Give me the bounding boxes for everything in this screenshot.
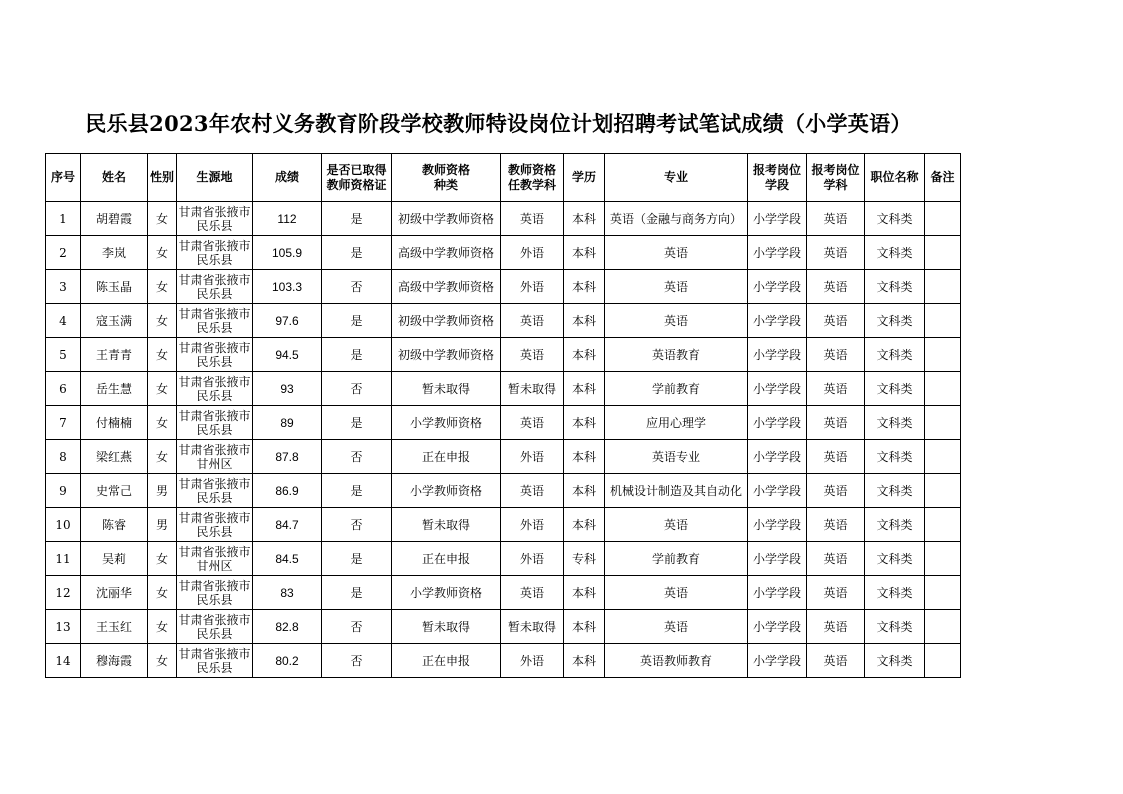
cell-cert-type: 小学教师资格 xyxy=(392,576,501,610)
cell-score: 97.6 xyxy=(253,304,322,338)
cell-score: 93 xyxy=(253,372,322,406)
cell-major: 英语 xyxy=(605,508,748,542)
cell-gender: 女 xyxy=(148,440,177,474)
cell-education: 本科 xyxy=(564,440,605,474)
column-header-remark: 备注 xyxy=(925,154,961,202)
cell-seq: 9 xyxy=(46,474,81,508)
cell-major: 英语（金融与商务方向） xyxy=(605,202,748,236)
cell-seq: 14 xyxy=(46,644,81,678)
cell-subject: 英语 xyxy=(807,270,865,304)
cell-seq: 4 xyxy=(46,304,81,338)
cell-origin: 甘肃省张掖市 民乐县 xyxy=(177,644,253,678)
cell-name: 寇玉满 xyxy=(81,304,148,338)
table-row xyxy=(46,372,961,406)
cell-subject: 英语 xyxy=(807,542,865,576)
cell-remark xyxy=(925,440,961,474)
cell-has-cert: 是 xyxy=(322,542,392,576)
cell-cert-subject: 外语 xyxy=(501,236,564,270)
cell-position: 文科类 xyxy=(865,372,925,406)
cell-major: 英语 xyxy=(605,304,748,338)
table-row xyxy=(46,202,961,236)
column-header-cert-subject: 教师资格 任教学科 xyxy=(501,154,564,202)
table-row xyxy=(46,304,961,338)
cell-origin: 甘肃省张掖市 民乐县 xyxy=(177,474,253,508)
cell-has-cert: 是 xyxy=(322,474,392,508)
cell-remark xyxy=(925,270,961,304)
cell-score: 103.3 xyxy=(253,270,322,304)
cell-seq: 13 xyxy=(46,610,81,644)
cell-major: 应用心理学 xyxy=(605,406,748,440)
cell-position: 文科类 xyxy=(865,440,925,474)
cell-remark xyxy=(925,508,961,542)
cell-score: 112 xyxy=(253,202,322,236)
cell-name: 梁红燕 xyxy=(81,440,148,474)
cell-position: 文科类 xyxy=(865,202,925,236)
cell-subject: 英语 xyxy=(807,474,865,508)
cell-has-cert: 否 xyxy=(322,508,392,542)
cell-education: 本科 xyxy=(564,372,605,406)
cell-cert-type: 暂未取得 xyxy=(392,610,501,644)
cell-has-cert: 否 xyxy=(322,270,392,304)
cell-origin: 甘肃省张掖市 甘州区 xyxy=(177,542,253,576)
cell-gender: 女 xyxy=(148,202,177,236)
cell-remark xyxy=(925,304,961,338)
column-header-seq: 序号 xyxy=(46,154,81,202)
cell-stage: 小学学段 xyxy=(748,202,807,236)
table-row xyxy=(46,644,961,678)
cell-education: 专科 xyxy=(564,542,605,576)
cell-remark xyxy=(925,338,961,372)
cell-score: 84.5 xyxy=(253,542,322,576)
cell-stage: 小学学段 xyxy=(748,372,807,406)
cell-seq: 2 xyxy=(46,236,81,270)
cell-name: 陈玉晶 xyxy=(81,270,148,304)
cell-major: 英语教育 xyxy=(605,338,748,372)
cell-origin: 甘肃省张掖市 民乐县 xyxy=(177,406,253,440)
cell-score: 89 xyxy=(253,406,322,440)
cell-education: 本科 xyxy=(564,270,605,304)
cell-subject: 英语 xyxy=(807,610,865,644)
cell-subject: 英语 xyxy=(807,372,865,406)
column-header-name: 姓名 xyxy=(81,154,148,202)
table-row xyxy=(46,440,961,474)
cell-origin: 甘肃省张掖市 民乐县 xyxy=(177,508,253,542)
cell-stage: 小学学段 xyxy=(748,542,807,576)
cell-position: 文科类 xyxy=(865,610,925,644)
cell-score: 83 xyxy=(253,576,322,610)
cell-position: 文科类 xyxy=(865,406,925,440)
cell-seq: 1 xyxy=(46,202,81,236)
cell-origin: 甘肃省张掖市 民乐县 xyxy=(177,576,253,610)
cell-gender: 女 xyxy=(148,372,177,406)
cell-cert-subject: 英语 xyxy=(501,474,564,508)
cell-remark xyxy=(925,372,961,406)
cell-cert-subject: 暂未取得 xyxy=(501,610,564,644)
cell-major: 英语 xyxy=(605,576,748,610)
cell-name: 王青青 xyxy=(81,338,148,372)
cell-has-cert: 否 xyxy=(322,644,392,678)
scores-table xyxy=(45,153,961,678)
cell-cert-subject: 外语 xyxy=(501,440,564,474)
table-row xyxy=(46,406,961,440)
cell-education: 本科 xyxy=(564,610,605,644)
cell-stage: 小学学段 xyxy=(748,440,807,474)
cell-name: 陈睿 xyxy=(81,508,148,542)
cell-cert-type: 小学教师资格 xyxy=(392,406,501,440)
cell-cert-subject: 外语 xyxy=(501,270,564,304)
cell-gender: 男 xyxy=(148,474,177,508)
cell-education: 本科 xyxy=(564,202,605,236)
cell-subject: 英语 xyxy=(807,576,865,610)
cell-name: 吴莉 xyxy=(81,542,148,576)
cell-subject: 英语 xyxy=(807,236,865,270)
cell-cert-subject: 英语 xyxy=(501,304,564,338)
document-title: 民乐县2023年农村义务教育阶段学校教师特设岗位计划招聘考试笔试成绩（小学英语） xyxy=(85,111,912,136)
table-row xyxy=(46,270,961,304)
cell-position: 文科类 xyxy=(865,508,925,542)
cell-score: 86.9 xyxy=(253,474,322,508)
cell-position: 文科类 xyxy=(865,644,925,678)
cell-position: 文科类 xyxy=(865,304,925,338)
cell-cert-subject: 英语 xyxy=(501,406,564,440)
cell-cert-type: 初级中学教师资格 xyxy=(392,338,501,372)
cell-stage: 小学学段 xyxy=(748,406,807,440)
cell-major: 学前教育 xyxy=(605,542,748,576)
cell-stage: 小学学段 xyxy=(748,338,807,372)
cell-education: 本科 xyxy=(564,304,605,338)
cell-major: 学前教育 xyxy=(605,372,748,406)
cell-score: 80.2 xyxy=(253,644,322,678)
cell-seq: 6 xyxy=(46,372,81,406)
cell-subject: 英语 xyxy=(807,508,865,542)
cell-score: 87.8 xyxy=(253,440,322,474)
cell-has-cert: 否 xyxy=(322,610,392,644)
cell-major: 英语 xyxy=(605,610,748,644)
cell-name: 岳生慧 xyxy=(81,372,148,406)
cell-origin: 甘肃省张掖市 民乐县 xyxy=(177,610,253,644)
cell-has-cert: 是 xyxy=(322,202,392,236)
cell-has-cert: 是 xyxy=(322,304,392,338)
cell-position: 文科类 xyxy=(865,236,925,270)
cell-remark xyxy=(925,202,961,236)
cell-score: 84.7 xyxy=(253,508,322,542)
cell-origin: 甘肃省张掖市 民乐县 xyxy=(177,338,253,372)
cell-cert-subject: 外语 xyxy=(501,542,564,576)
cell-origin: 甘肃省张掖市 民乐县 xyxy=(177,304,253,338)
table-body xyxy=(46,202,961,678)
cell-origin: 甘肃省张掖市 民乐县 xyxy=(177,270,253,304)
cell-name: 王玉红 xyxy=(81,610,148,644)
cell-name: 沈丽华 xyxy=(81,576,148,610)
table-row xyxy=(46,338,961,372)
cell-subject: 英语 xyxy=(807,440,865,474)
cell-name: 史常己 xyxy=(81,474,148,508)
cell-cert-type: 暂未取得 xyxy=(392,508,501,542)
cell-subject: 英语 xyxy=(807,304,865,338)
cell-origin: 甘肃省张掖市 民乐县 xyxy=(177,202,253,236)
cell-cert-type: 高级中学教师资格 xyxy=(392,236,501,270)
cell-position: 文科类 xyxy=(865,542,925,576)
cell-seq: 10 xyxy=(46,508,81,542)
cell-gender: 女 xyxy=(148,304,177,338)
cell-cert-type: 小学教师资格 xyxy=(392,474,501,508)
cell-cert-subject: 暂未取得 xyxy=(501,372,564,406)
column-header-subject: 报考岗位 学科 xyxy=(807,154,865,202)
cell-education: 本科 xyxy=(564,474,605,508)
cell-cert-type: 初级中学教师资格 xyxy=(392,304,501,338)
cell-subject: 英语 xyxy=(807,644,865,678)
cell-major: 机械设计制造及其自动化 xyxy=(605,474,748,508)
cell-name: 李岚 xyxy=(81,236,148,270)
cell-origin: 甘肃省张掖市 民乐县 xyxy=(177,236,253,270)
cell-stage: 小学学段 xyxy=(748,304,807,338)
cell-gender: 男 xyxy=(148,508,177,542)
cell-score: 94.5 xyxy=(253,338,322,372)
cell-education: 本科 xyxy=(564,406,605,440)
cell-name: 穆海霞 xyxy=(81,644,148,678)
cell-cert-type: 正在申报 xyxy=(392,542,501,576)
cell-education: 本科 xyxy=(564,644,605,678)
cell-subject: 英语 xyxy=(807,406,865,440)
cell-cert-subject: 英语 xyxy=(501,576,564,610)
cell-cert-subject: 外语 xyxy=(501,644,564,678)
cell-cert-type: 暂未取得 xyxy=(392,372,501,406)
cell-gender: 女 xyxy=(148,338,177,372)
cell-score: 82.8 xyxy=(253,610,322,644)
cell-education: 本科 xyxy=(564,508,605,542)
column-header-stage: 报考岗位 学段 xyxy=(748,154,807,202)
cell-has-cert: 否 xyxy=(322,372,392,406)
cell-stage: 小学学段 xyxy=(748,508,807,542)
column-header-gender: 性别 xyxy=(148,154,177,202)
cell-has-cert: 是 xyxy=(322,338,392,372)
column-header-has-cert: 是否已取得 教师资格证 xyxy=(322,154,392,202)
cell-gender: 女 xyxy=(148,576,177,610)
cell-gender: 女 xyxy=(148,270,177,304)
cell-subject: 英语 xyxy=(807,338,865,372)
cell-cert-type: 高级中学教师资格 xyxy=(392,270,501,304)
cell-seq: 3 xyxy=(46,270,81,304)
cell-seq: 5 xyxy=(46,338,81,372)
table-row xyxy=(46,236,961,270)
cell-cert-type: 正在申报 xyxy=(392,644,501,678)
cell-cert-subject: 英语 xyxy=(501,338,564,372)
cell-remark xyxy=(925,236,961,270)
cell-has-cert: 否 xyxy=(322,440,392,474)
cell-stage: 小学学段 xyxy=(748,474,807,508)
cell-gender: 女 xyxy=(148,406,177,440)
cell-origin: 甘肃省张掖市 甘州区 xyxy=(177,440,253,474)
cell-major: 英语教师教育 xyxy=(605,644,748,678)
table-row xyxy=(46,542,961,576)
cell-remark xyxy=(925,406,961,440)
cell-has-cert: 是 xyxy=(322,406,392,440)
column-header-education: 学历 xyxy=(564,154,605,202)
cell-origin: 甘肃省张掖市 民乐县 xyxy=(177,372,253,406)
cell-name: 付楠楠 xyxy=(81,406,148,440)
cell-cert-subject: 外语 xyxy=(501,508,564,542)
cell-has-cert: 是 xyxy=(322,236,392,270)
cell-position: 文科类 xyxy=(865,576,925,610)
table-row xyxy=(46,508,961,542)
cell-seq: 12 xyxy=(46,576,81,610)
cell-education: 本科 xyxy=(564,576,605,610)
cell-cert-type: 初级中学教师资格 xyxy=(392,202,501,236)
cell-position: 文科类 xyxy=(865,338,925,372)
cell-remark xyxy=(925,542,961,576)
cell-remark xyxy=(925,610,961,644)
cell-stage: 小学学段 xyxy=(748,270,807,304)
cell-cert-type: 正在申报 xyxy=(392,440,501,474)
table-row xyxy=(46,474,961,508)
cell-gender: 女 xyxy=(148,644,177,678)
column-header-score: 成绩 xyxy=(253,154,322,202)
cell-position: 文科类 xyxy=(865,270,925,304)
cell-major: 英语 xyxy=(605,236,748,270)
cell-gender: 女 xyxy=(148,542,177,576)
cell-seq: 7 xyxy=(46,406,81,440)
cell-seq: 11 xyxy=(46,542,81,576)
cell-subject: 英语 xyxy=(807,202,865,236)
column-header-origin: 生源地 xyxy=(177,154,253,202)
cell-position: 文科类 xyxy=(865,474,925,508)
table-row xyxy=(46,610,961,644)
cell-major: 英语专业 xyxy=(605,440,748,474)
column-header-position: 职位名称 xyxy=(865,154,925,202)
cell-cert-subject: 英语 xyxy=(501,202,564,236)
cell-stage: 小学学段 xyxy=(748,576,807,610)
cell-stage: 小学学段 xyxy=(748,644,807,678)
column-header-major: 专业 xyxy=(605,154,748,202)
cell-stage: 小学学段 xyxy=(748,236,807,270)
cell-score: 105.9 xyxy=(253,236,322,270)
cell-remark xyxy=(925,576,961,610)
cell-education: 本科 xyxy=(564,338,605,372)
table-row xyxy=(46,576,961,610)
column-header-cert-type: 教师资格 种类 xyxy=(392,154,501,202)
cell-name: 胡碧霞 xyxy=(81,202,148,236)
cell-gender: 女 xyxy=(148,236,177,270)
cell-major: 英语 xyxy=(605,270,748,304)
cell-remark xyxy=(925,474,961,508)
cell-seq: 8 xyxy=(46,440,81,474)
table-header-row xyxy=(46,154,961,202)
cell-gender: 女 xyxy=(148,610,177,644)
cell-stage: 小学学段 xyxy=(748,610,807,644)
cell-remark xyxy=(925,644,961,678)
cell-education: 本科 xyxy=(564,236,605,270)
cell-has-cert: 是 xyxy=(322,576,392,610)
